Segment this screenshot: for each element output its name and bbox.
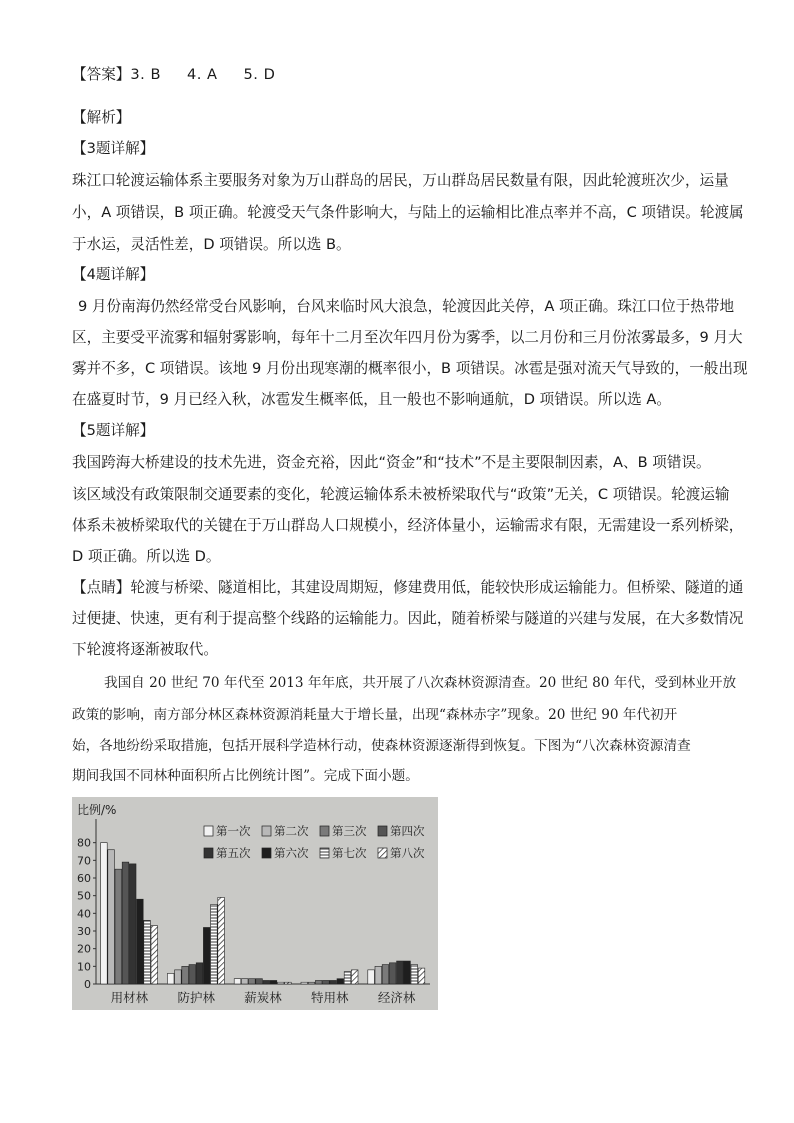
chart-bar	[337, 979, 344, 984]
chart-y-tick-label: 30	[77, 925, 91, 938]
chart-x-tick-label: 特用林	[311, 990, 349, 1005]
chart-bar	[323, 980, 330, 984]
chart-bar	[151, 926, 158, 984]
q3-title: 【3题详解】	[72, 140, 155, 157]
chart-legend-label: 第四次	[390, 824, 425, 838]
chart-bar	[389, 963, 396, 984]
intro-line-4: 期间我国不同林种面积所占比例统计图”。完成下面小题。	[72, 768, 419, 784]
q5-line-3: 体系未被桥梁取代的关键在于万山群岛人口规模小，经济体量小，运输需求有限，无需建设一系列桥梁，	[72, 517, 744, 534]
tip-first: 轮渡与桥梁、隧道相比，其建设周期短，修建费用低，能较快形成运输能力。但桥梁、隧道的通	[130, 579, 744, 596]
chart-x-tick-label: 用材林	[110, 990, 149, 1005]
chart-y-tick-label: 10	[77, 960, 91, 974]
chart-bar	[211, 905, 218, 985]
q4-line-3: 雾并不多，C 项错误。该地 9 月份出现寒潮的概率很小，B 项错误。冰雹是强对流天气导致的，一般出现	[72, 360, 748, 377]
chart-y-tick-label: 0	[84, 978, 91, 991]
chart-legend-swatch	[378, 848, 387, 858]
chart-y-tick-label: 20	[77, 942, 91, 956]
q3-line-3: 于水运，灵活性差，D 项错误。所以选 B。	[72, 236, 351, 253]
chart-bar	[301, 982, 308, 984]
chart-bar	[308, 982, 315, 984]
chart-bar	[167, 973, 174, 984]
chart-ylabel: 比例/%	[77, 803, 117, 817]
chart-bar	[418, 968, 425, 984]
tip-line-1	[72, 578, 743, 598]
q5-line-2: 该区域没有政策限制交通要素的变化，轮渡运输体系未被桥梁取代与“政策”无关，C 项错误。轮渡运输	[72, 486, 730, 503]
q4-title: 【4题详解】	[72, 266, 155, 283]
chart-legend-swatch	[320, 848, 329, 858]
chart-bar	[115, 869, 122, 984]
chart-legend-label: 第一次	[216, 824, 251, 838]
forest-chart	[72, 797, 438, 1010]
chart-bar	[249, 979, 256, 984]
chart-bar	[368, 970, 375, 984]
chart-y-tick-label: 80	[77, 836, 91, 850]
chart-legend-label: 第五次	[216, 846, 251, 860]
chart-bar	[404, 961, 411, 984]
q4-line-4: 在盛夏时节，9 月已经入秋，冰雹发生概率低，且一般也不影响通航，D 项错误。所以选 A。	[72, 391, 671, 408]
chart-bar	[375, 966, 382, 984]
chart-legend-swatch	[262, 826, 271, 836]
chart-bar	[108, 850, 115, 984]
chart-legend-swatch	[378, 826, 387, 836]
chart-legend-label: 第二次	[274, 824, 309, 838]
chart-x-tick-label: 防护林	[177, 990, 215, 1005]
tip-tag: 【点睛】	[72, 579, 131, 596]
answer-item-3: 3. B	[130, 66, 161, 83]
chart-bar	[144, 920, 151, 984]
analysis-tag: 【解析】	[72, 109, 131, 126]
answer-line	[72, 65, 275, 85]
chart-bar	[411, 965, 418, 984]
chart-bar	[101, 843, 108, 984]
chart-bar	[241, 979, 248, 984]
chart-bar	[285, 982, 292, 984]
q5-title: 【5题详解】	[72, 422, 155, 439]
answer-item-4: 4. A	[186, 66, 218, 83]
tip-line-2: 过便捷、快速，更有利于提高整个线路的运输能力。因此，随着桥梁与隧道的兴建与发展，在大多数情况	[72, 610, 744, 627]
chart-legend-swatch	[262, 848, 271, 858]
chart-legend-swatch	[320, 826, 329, 836]
chart-legend-label: 第八次	[390, 846, 425, 860]
chart-bar	[256, 979, 263, 984]
chart-bar	[351, 970, 358, 984]
intro-line-1: 我国自 20 世纪 70 年代至 2013 年年底，共开展了八次森林资源清查。20 世纪 80 年代，受到林业开放	[104, 675, 737, 691]
chart-bar	[330, 980, 337, 984]
q3-line-1: 珠江口轮渡运输体系主要服务对象为万山群岛的居民，万山群岛居民数量有限，因此轮渡班次少，运量	[72, 172, 729, 189]
chart-bar	[277, 982, 284, 984]
chart-bar	[397, 961, 404, 984]
q5-line-1: 我国跨海大桥建设的技术先进，资金充裕，因此“资金”和“技术”不是主要限制因素，A、B 项错误。	[72, 454, 711, 471]
answer-item-5: 5. D	[243, 66, 276, 83]
chart-legend-swatch	[204, 848, 213, 858]
chart-bar	[234, 979, 241, 984]
chart-bar	[175, 970, 182, 984]
chart-legend-swatch	[204, 826, 213, 836]
intro-line-2: 政策的影响，南方部分林区森林资源消耗量大于增长量，出现“森林赤字”现象。20 世纪 90 年代初开	[72, 707, 678, 723]
chart-y-tick-label: 60	[77, 872, 91, 885]
chart-bar	[203, 927, 210, 984]
intro-line-3: 始，各地纷纷采取措施，包括开展科学造林行动，使森林资源逐渐得到恢复。下图为“八次森林资源清查	[72, 738, 691, 754]
q4-line-1: 9 月份南海仍然经常受台风影响，台风来临时风大浪急，轮渡因此关停，A 项正确。珠江口位于热带地	[78, 298, 735, 315]
chart-y-tick-label: 70	[77, 854, 91, 868]
chart-legend-label: 第七次	[332, 846, 367, 860]
chart-x-tick-label: 薪炭林	[244, 990, 282, 1005]
chart-bar	[382, 965, 389, 984]
chart-y-tick-label: 40	[77, 907, 91, 921]
chart-bar	[129, 864, 136, 984]
chart-bar	[270, 980, 277, 984]
chart-legend-label: 第六次	[274, 846, 309, 860]
chart-bar	[196, 963, 203, 984]
chart-y-tick-label: 50	[77, 889, 91, 903]
chart-bar	[189, 965, 196, 984]
chart-bar	[218, 897, 225, 984]
chart-legend-label: 第三次	[332, 824, 367, 838]
chart-bar	[263, 980, 270, 984]
chart-bar	[315, 980, 322, 984]
chart-bar	[137, 899, 144, 984]
forest-chart-svg	[72, 797, 438, 1010]
q4-line-2: 区，主要受平流雾和辐射雾影响，每年十二月至次年四月份为雾季，以二月份和三月份浓雾最多，9 月大	[72, 329, 743, 346]
q5-line-4: D 项正确。所以选 D。	[72, 548, 221, 565]
chart-bar	[182, 966, 189, 984]
chart-bar	[344, 972, 351, 984]
chart-bar	[122, 862, 129, 984]
answer-tag: 【答案】	[72, 66, 131, 83]
q3-line-2: 小，A 项错误，B 项正确。轮渡受天气条件影响大，与陆上的运输相比准点率并不高，C 项错误。轮渡属	[72, 204, 744, 221]
chart-x-tick-label: 经济林	[377, 990, 416, 1005]
tip-line-3: 下轮渡将逐渐被取代。	[72, 641, 218, 658]
